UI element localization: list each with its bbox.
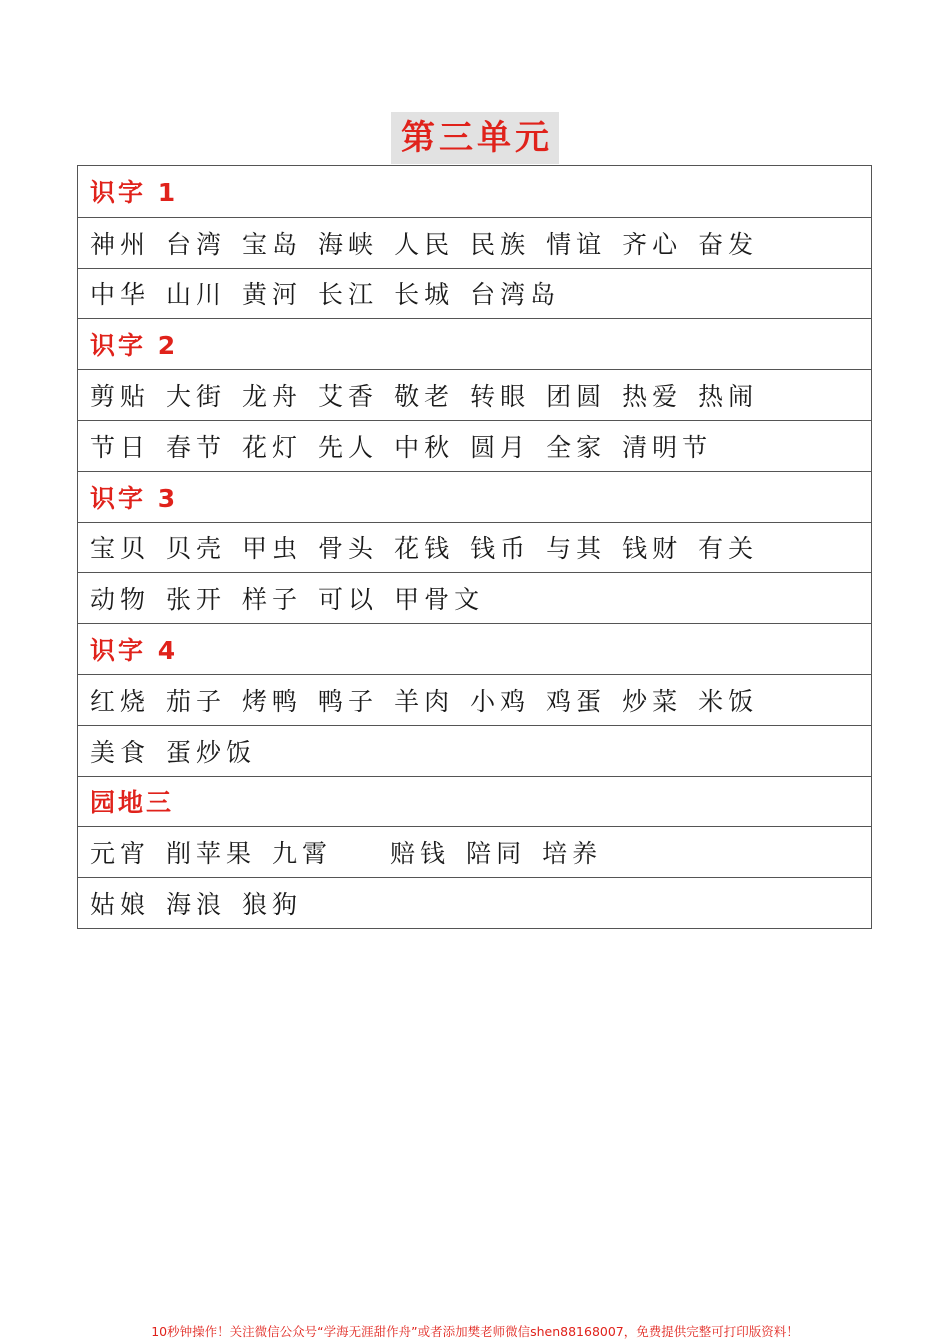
vocab-word: 狼狗	[242, 890, 303, 920]
vocab-word: 羊肉	[394, 686, 455, 716]
vocab-word: 蛋炒饭	[166, 737, 257, 767]
vocab-word: 烤鸭	[242, 686, 303, 716]
vocab-word: 人民	[394, 229, 455, 259]
vocab-word: 情谊	[546, 229, 607, 259]
vocab-word: 山川	[166, 280, 227, 310]
vocab-word: 龙舟	[242, 382, 303, 412]
section-header: 识字 4	[78, 623, 871, 674]
vocab-word: 海浪	[166, 890, 227, 920]
vocab-word: 春节	[166, 432, 227, 462]
vocab-word: 样子	[242, 585, 303, 615]
vocab-word: 甲骨文	[394, 585, 485, 615]
vocab-word: 钱币	[470, 534, 531, 564]
vocab-word: 茄子	[166, 686, 227, 716]
section-header: 园地三	[78, 776, 871, 827]
vocab-word: 圆月	[470, 432, 531, 462]
vocab-word: 民族	[470, 229, 531, 259]
word-row	[78, 826, 871, 877]
word-row	[78, 877, 871, 928]
vocab-word: 贝壳	[166, 534, 227, 564]
word-row	[78, 369, 871, 420]
page-title: 第三单元	[391, 112, 559, 164]
vocab-word: 宝贝	[90, 534, 151, 564]
vocab-word: 中华	[90, 280, 151, 310]
vocab-word: 转眼	[470, 382, 531, 412]
vocab-word: 有关	[698, 534, 759, 564]
vocab-word: 长江	[318, 280, 379, 310]
vocab-word: 热爱	[622, 382, 683, 412]
vocab-word: 团圆	[546, 382, 607, 412]
vocab-word: 清明节	[622, 432, 713, 462]
vocab-word: 海峡	[318, 229, 379, 259]
vocab-word: 台湾	[166, 229, 227, 259]
word-row	[78, 268, 871, 319]
vocabulary-table	[77, 165, 872, 929]
vocab-word: 姑娘	[90, 890, 151, 920]
vocab-word: 陪同	[466, 839, 527, 869]
vocab-word: 美食	[90, 737, 151, 767]
section-header: 识字 2	[78, 318, 871, 369]
vocab-word: 全家	[546, 432, 607, 462]
vocab-word: 节日	[90, 432, 151, 462]
vocab-word: 黄河	[242, 280, 303, 310]
vocab-word: 九霄	[272, 839, 333, 869]
vocab-word: 赔钱	[390, 839, 451, 869]
word-row	[78, 522, 871, 573]
word-row	[78, 420, 871, 471]
vocab-word: 艾香	[318, 382, 379, 412]
word-row	[78, 572, 871, 623]
word-row	[78, 725, 871, 776]
vocab-word: 炒菜	[622, 686, 683, 716]
word-row	[78, 217, 871, 268]
vocab-word: 红烧	[90, 686, 151, 716]
vocab-word: 神州	[90, 229, 151, 259]
vocab-word: 热闹	[698, 382, 759, 412]
vocab-word: 花灯	[242, 432, 303, 462]
vocab-word: 台湾岛	[470, 280, 561, 310]
vocab-word: 培养	[542, 839, 603, 869]
vocab-word: 先人	[318, 432, 379, 462]
section-header: 识字 3	[78, 471, 871, 522]
vocab-word: 与其	[546, 534, 607, 564]
vocab-word: 剪贴	[90, 382, 151, 412]
vocab-word: 长城	[394, 280, 455, 310]
vocab-word: 敬老	[394, 382, 455, 412]
vocab-word: 大街	[166, 382, 227, 412]
section-header: 识字 1	[90, 178, 179, 208]
vocab-word: 米饭	[698, 686, 759, 716]
vocab-word: 可以	[318, 585, 379, 615]
vocab-word: 花钱	[394, 534, 455, 564]
vocab-word: 钱财	[622, 534, 683, 564]
vocab-word: 中秋	[394, 432, 455, 462]
vocab-word: 削苹果	[166, 839, 257, 869]
vocab-word: 鸡蛋	[546, 686, 607, 716]
vocab-word: 宝岛	[242, 229, 303, 259]
vocab-word: 动物	[90, 585, 151, 615]
vocab-word: 甲虫	[242, 534, 303, 564]
footer-promo-text: 10秒钟操作！关注微信公众号“学海无涯甜作舟”或者添加樊老师微信shen88168007，免费提供完整可打印版资料！	[151, 1324, 799, 1339]
word-row	[78, 674, 871, 725]
vocab-word: 张开	[166, 585, 227, 615]
title-wrap	[0, 112, 950, 164]
vocab-word: 元宵	[90, 839, 151, 869]
vocab-word: 鸭子	[318, 686, 379, 716]
vocab-word: 骨头	[318, 534, 379, 564]
vocab-word: 齐心	[622, 229, 683, 259]
vocab-word: 小鸡	[470, 686, 531, 716]
vocab-word: 奋发	[698, 229, 759, 259]
